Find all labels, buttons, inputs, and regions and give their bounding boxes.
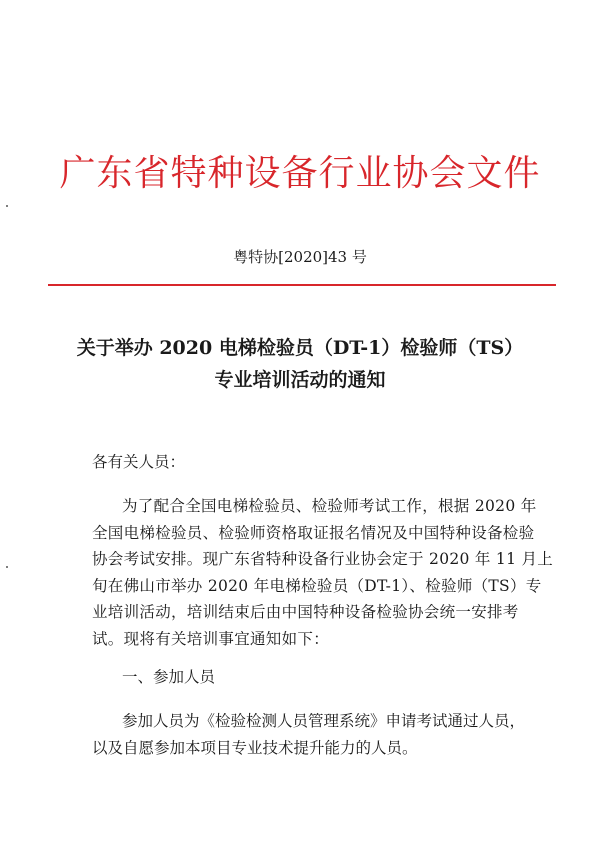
paragraph-line: 业培训活动，培训结束后由中国特种设备检验协会统一安排考 xyxy=(92,603,519,621)
paragraph-line: 全国电梯检验员、检验师资格取证报名情况及中国特种设备检验 xyxy=(92,523,535,542)
notice-title-line: 专业培训活动的通知 xyxy=(214,369,386,391)
document-number: 粤特协[2020]43 号 xyxy=(233,248,367,266)
section-heading: 一、参加人员 xyxy=(122,668,216,686)
intro-paragraph xyxy=(92,493,554,652)
paragraph-line: 旬在佛山市举办 2020 年电梯检验员（DT-1）、检验师（TS）专 xyxy=(92,576,542,595)
notice-title-line: 关于举办 2020 电梯检验员（DT-1）检验师（TS） xyxy=(76,337,524,359)
scan-speck xyxy=(6,566,8,568)
salutation: 各有关人员： xyxy=(92,453,186,471)
paragraph-line: 协会考试安排。现广东省特种设备行业协会定于 2020 年 11 月上 xyxy=(92,550,554,568)
section-paragraph xyxy=(92,708,542,761)
notice-title xyxy=(0,332,600,396)
paragraph-line: 以及自愿参加本项目专业技术提升能力的人员。 xyxy=(92,738,418,757)
document-header-title: 广东省特种设备行业协会文件 xyxy=(59,153,541,194)
paragraph-line: 参加人员为《检验检测人员管理系统》申请考试通过人员， xyxy=(122,712,526,730)
paragraph-line: 为了配合全国电梯检验员、检验师考试工作，根据 2020 年 xyxy=(122,497,537,515)
header-divider xyxy=(48,284,556,286)
scan-speck xyxy=(6,205,8,207)
paragraph-line: 试。现将有关培训事宜通知如下： xyxy=(92,629,330,648)
